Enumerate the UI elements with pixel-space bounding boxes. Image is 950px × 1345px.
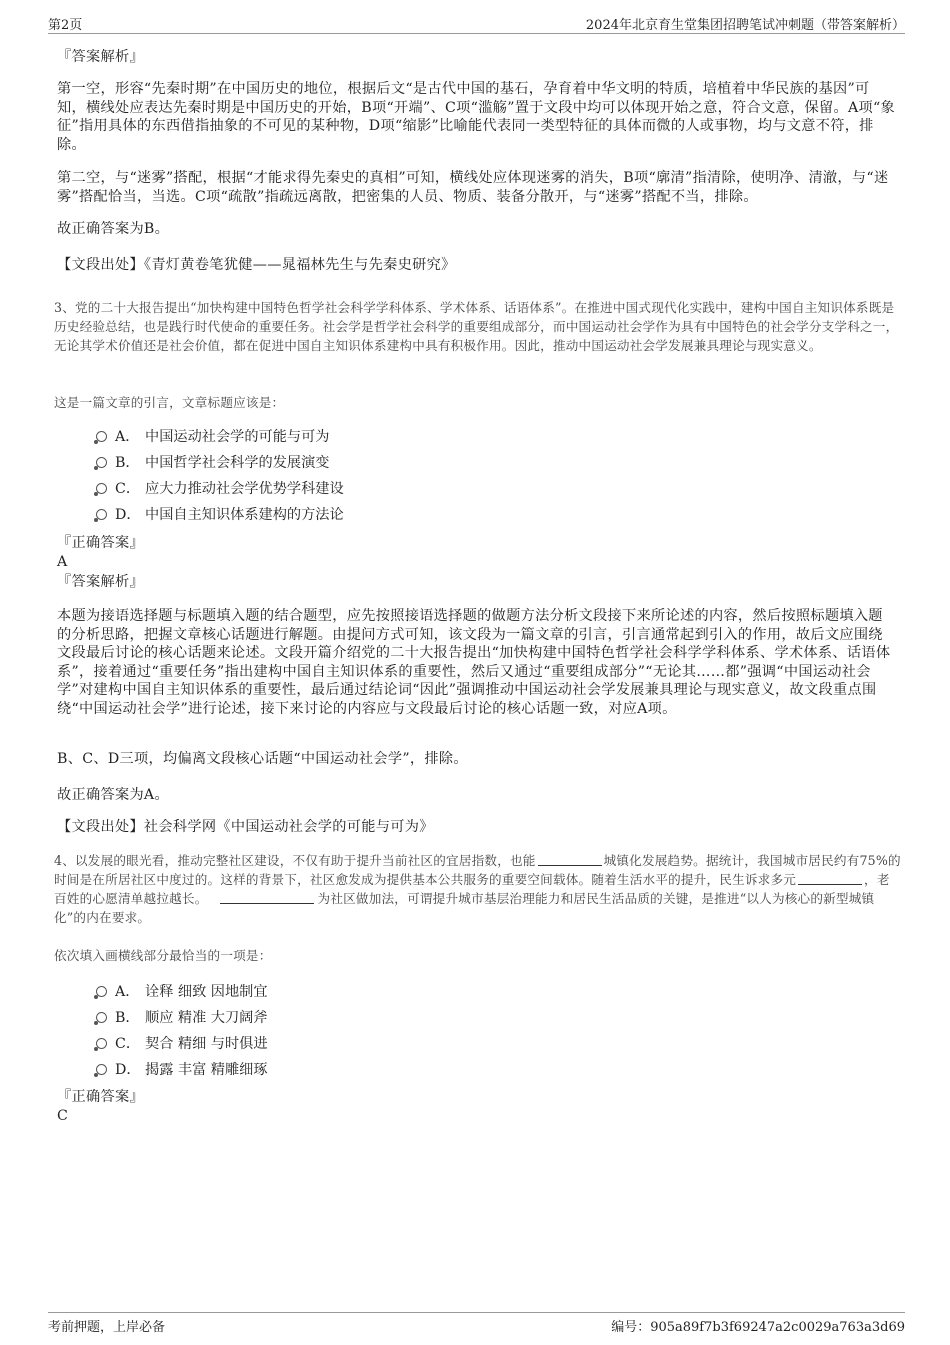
radio-icon[interactable]: [96, 1064, 107, 1075]
radio-icon[interactable]: [96, 986, 107, 997]
q3-option-a[interactable]: A． 中国运动社会学的可能与可为: [96, 428, 329, 446]
q3-option-d[interactable]: D． 中国自主知识体系建构的方法论: [96, 506, 344, 524]
q4-option-d[interactable]: D． 揭露 丰富 精雕细琢: [96, 1061, 268, 1079]
radio-icon[interactable]: [96, 483, 107, 494]
q4-answer: C: [57, 1108, 69, 1124]
fill-blank-3: [220, 891, 314, 904]
radio-icon[interactable]: [96, 1012, 107, 1023]
q4-stem: 4、以发展的眼光看，推动完整社区建设，不仅有助于提升当前社区的宜居指数，也能 城镇化发展趋势。据统计，我国城市居民约有75%的时间是在所居社区中度过的。这样的背景下，社区愈发成为提供基本公共服务的重要空间载体。随着生活水平的提升，民生诉求多元 ，老百姓的心愿清单越拉越长。 为社区做加法，可谓提升城市基层治理能力和居民生活品质的关键，是推进“以人为核心的新型城镇化”的内在要求。: [54, 853, 901, 925]
q2-analysis-label: 『答案解析』: [57, 49, 144, 65]
radio-icon[interactable]: [96, 509, 107, 520]
q4-option-a[interactable]: A． 诠释 细致 因地制宜: [96, 983, 268, 1001]
q3-question: 这是一篇文章的引言，文章标题应该是：: [54, 395, 285, 410]
q2-conclusion: 故正确答案为B。: [57, 221, 170, 237]
q3-analysis-paragraph-1: 本题为接语选择题与标题填入题的结合题型，应先按照接语选择题的做题方法分析文段接下来所论述的内容，然后按照标题填入题的分析思路，把握文章核心话题进行解题。由提问方式可知，该文段为一篇文章的引言，引言通常起到引入的作用，故后文应围绕文段最后讨论的核心话题来论述。文段开篇介绍党的二十大报告提出“加快构建中国特色哲学社会科学学科体系、学术体系、话语体系”，接着通过“重要任务”指出建构中国自主知识体系的重要性，然后又通过“重要组成部分”“无论其……都”强调“中国运动社会学”对建构中国自主知识体系的重要性，最后通过结论词“因此”强调推动中国运动社会学发展兼具理论与现实意义，故文段重点围绕“中国运动社会学”进行论述，接下来讨论的内容应与文段最后讨论的核心话题一致，对应A项。: [57, 608, 891, 717]
q3-option-c[interactable]: C． 应大力推动社会学优势学科建设: [96, 480, 344, 498]
q3-analysis-label: 『答案解析』: [57, 574, 144, 590]
q4-answer-label: 『正确答案』: [57, 1089, 144, 1105]
document-title: 2024年北京育生堂集团招聘笔试冲刺题（带答案解析）: [585, 18, 905, 33]
fill-blank-1: [538, 853, 602, 866]
q4-option-b[interactable]: B． 顺应 精准 大刀阔斧: [96, 1009, 268, 1027]
page-header: [48, 12, 905, 34]
q2-analysis-paragraph-1: 第一空，形容“先秦时期”在中国历史的地位，根据后文“是古代中国的基石，孕育着中华文明的特质，培植着中华民族的基因”可知，横线处应表达先秦时期是中国历史的开始，B项“开端”、C项“滥觞”置于文段中均可以体现开始之意，符合文意，保留。A项“象征”指用具体的东西借指抽象的不可见的某种物，D项“缩影”比喻能代表同一类型特征的具体而微的人或事物，均与文意不符，排除。: [57, 81, 896, 153]
q2-analysis-paragraph-2: 第二空，与“迷雾”搭配，根据“才能求得先秦史的真相”可知，横线处应体现迷雾的消失，B项“廓清”指清除，使明净、清澈，与“迷雾”搭配恰当，当选。C项“疏散”指疏远离散，把密集的人员、物质、装备分散开，与“迷雾”搭配不当，排除。: [57, 170, 889, 205]
q3-answer: A: [57, 554, 68, 570]
q2-source: 【文段出处】《青灯黄卷笔犹健——晁福林先生与先秦史研究》: [57, 257, 456, 273]
page-number: 第2页: [48, 18, 83, 33]
q3-option-b[interactable]: B． 中国哲学社会科学的发展演变: [96, 454, 329, 472]
q3-analysis-paragraph-2: B、C、D三项，均偏离文段核心话题“中国运动社会学”，排除。: [57, 751, 468, 767]
q3-source: 【文段出处】社会科学网《中国运动社会学的可能与可为》: [57, 819, 434, 835]
q3-stem: 3、党的二十大报告提出“加快构建中国特色哲学社会科学学科体系、学术体系、话语体系”。在推进中国式现代化实践中，建构中国自主知识体系既是历史经验总结，也是践行时代使命的重要任务。社会学是哲学社会科学的重要组成部分，而中国运动社会学作为具有中国特色的社会学分支学科之一，无论其学术价值还是社会价值，都在促进中国自主知识体系建构中具有积极作用。因此，推动中国运动社会学发展兼具理论与现实意义。: [54, 300, 899, 353]
radio-icon[interactable]: [96, 431, 107, 442]
q4-option-c[interactable]: C． 契合 精细 与时俱进: [96, 1035, 268, 1053]
page-footer: [48, 1312, 905, 1334]
radio-icon[interactable]: [96, 1038, 107, 1049]
q3-answer-label: 『正确答案』: [57, 535, 144, 551]
fill-blank-2: [798, 872, 862, 885]
q3-conclusion: 故正确答案为A。: [57, 787, 169, 803]
radio-icon[interactable]: [96, 457, 107, 468]
q4-question: 依次填入画横线部分最恰当的一项是：: [54, 948, 272, 963]
footer-slogan: 考前押题，上岸必备: [48, 1320, 166, 1335]
document-code: 编号：905a89f7b3f69247a2c0029a763a3d69: [611, 1320, 905, 1335]
